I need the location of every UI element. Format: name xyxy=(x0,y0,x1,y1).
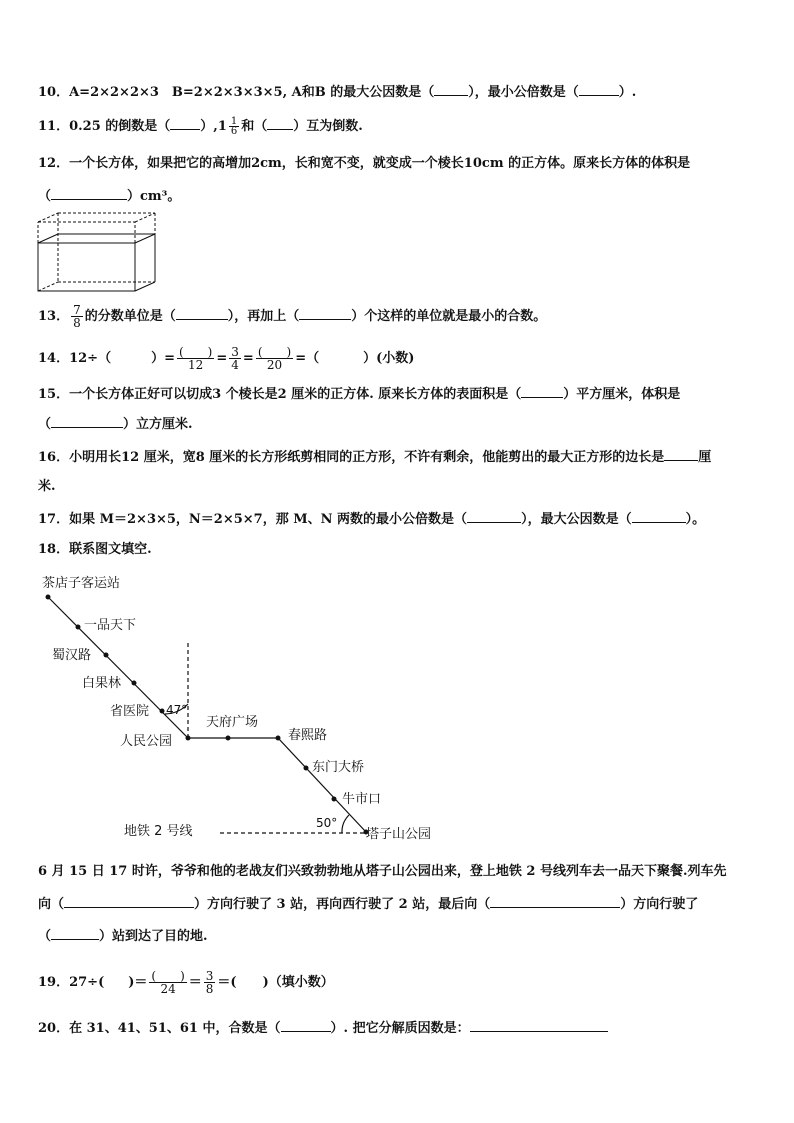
fraction: $\frac{3}{4}$ xyxy=(231,345,239,372)
station-label: 一品天下 xyxy=(84,618,137,633)
metro-map xyxy=(30,568,450,848)
answer-blank[interactable] xyxy=(490,894,620,908)
answer-blank[interactable] xyxy=(281,1018,331,1032)
question-13: 13． $\frac{7}{8}$ 的分数单位是（ ），再加上（ ）个这样的单位就是最小的合数。 xyxy=(38,303,547,330)
question-17: 17．如果 M＝2×3×5，N＝2×5×7，那 M、N 两数的最小公倍数是（ ），最大公因数是（ ）。 xyxy=(38,509,705,529)
question-16-line2: 米. xyxy=(38,479,56,494)
question-12-line1: 12．一个长方体，如果把它的高增加2cm，长和宽不变，就变成一个棱长10cm 的正方体。原来长方体的体积是 xyxy=(38,156,691,171)
question-12-line2: （ ）cm³。 xyxy=(38,186,180,206)
fraction: $\frac{7}{8}$ xyxy=(73,303,81,330)
station-label: 牛市口 xyxy=(342,792,382,807)
answer-blank[interactable] xyxy=(434,82,468,96)
question-16-line1: 16．小明用长12 厘米，宽8 厘米的长方形纸剪相同的正方形，不许有剩余，他能剪出的最大正方形的边长是 厘 xyxy=(38,447,711,467)
question-14: 14．12÷（ ）= $\frac{( )}{12}$ = $\frac{3}{4}$ = $\frac{( )}{20}$ =（ ）(小数) xyxy=(38,345,415,372)
line-label: 地铁 2 号线 xyxy=(124,824,193,839)
answer-blank[interactable] xyxy=(51,926,99,940)
question-18-p3: （ ）站到达了目的地. xyxy=(38,926,208,946)
station-label: 白果林 xyxy=(82,676,122,691)
question-18-title: 18．联系图文填空. xyxy=(38,542,152,557)
fraction: $\frac{( )}{24}$ xyxy=(151,969,185,996)
answer-blank[interactable] xyxy=(632,509,686,523)
station-label: 春熙路 xyxy=(288,728,328,743)
station-label: 塔子山公园 xyxy=(366,827,432,842)
answer-blank[interactable] xyxy=(579,82,619,96)
question-15-line1: 15．一个长方体正好可以切成3 个棱长是2 厘米的正方体. 原来长方体的表面积是（ ）平方厘米，体积是 xyxy=(38,384,680,404)
answer-blank[interactable] xyxy=(267,116,293,130)
answer-blank[interactable] xyxy=(170,116,200,130)
question-19: 19．27÷( )＝ $\frac{( )}{24}$ ＝ $\frac{3}{8}$ ＝( )（填小数） xyxy=(38,969,334,996)
question-10: 10．A=2×2×2×3 B=2×2×3×3×5, A和B 的最大公因数是（ ），最小公倍数是（ ）. xyxy=(38,82,636,102)
station-label: 人民公园 xyxy=(120,734,173,749)
answer-blank[interactable] xyxy=(51,186,127,200)
station-label: 茶店子客运站 xyxy=(42,576,121,591)
angle-label: 50° xyxy=(316,816,338,830)
answer-blank[interactable] xyxy=(176,306,228,320)
question-18-p2: 向（ ）方向行驶了 3 站，再向西行驶了 2 站，最后向（ ）方向行驶了 xyxy=(38,894,698,914)
answer-blank[interactable] xyxy=(664,447,698,461)
fraction: $\frac{( )}{12}$ xyxy=(178,345,213,372)
question-11: 11．0.25 的倒数是（ ）,1 $\frac{1}{6}$ 和（ ）互为倒数. xyxy=(38,116,363,137)
station-label: 东门大桥 xyxy=(312,760,365,775)
answer-blank[interactable] xyxy=(51,414,123,428)
fraction: $\frac{( )}{20}$ xyxy=(257,345,292,372)
answer-blank[interactable] xyxy=(64,894,194,908)
question-15-line2: （ ）立方厘米. xyxy=(38,414,193,434)
fraction: $\frac{1}{6}$ xyxy=(230,116,238,137)
fraction: $\frac{3}{8}$ xyxy=(205,969,214,996)
question-18-p1: 6 月 15 日 17 时许，爷爷和他的老战友们兴致勃勃地从塔子山公园出来，登上地铁 2 号线列车去一品天下聚餐.列车先 xyxy=(38,864,727,879)
station-label: 天府广场 xyxy=(206,715,259,730)
question-20: 20．在 31、41、51、61 中，合数是（ ）. 把它分解质因数是： xyxy=(38,1018,608,1038)
answer-blank[interactable] xyxy=(299,306,351,320)
answer-blank[interactable] xyxy=(467,509,521,523)
cuboid-diagram xyxy=(36,210,160,294)
answer-blank[interactable] xyxy=(521,384,563,398)
station-label: 蜀汉路 xyxy=(52,648,92,663)
station-label: 省医院 xyxy=(110,704,150,719)
angle-label: 47° xyxy=(166,703,188,717)
answer-blank[interactable] xyxy=(470,1018,608,1032)
